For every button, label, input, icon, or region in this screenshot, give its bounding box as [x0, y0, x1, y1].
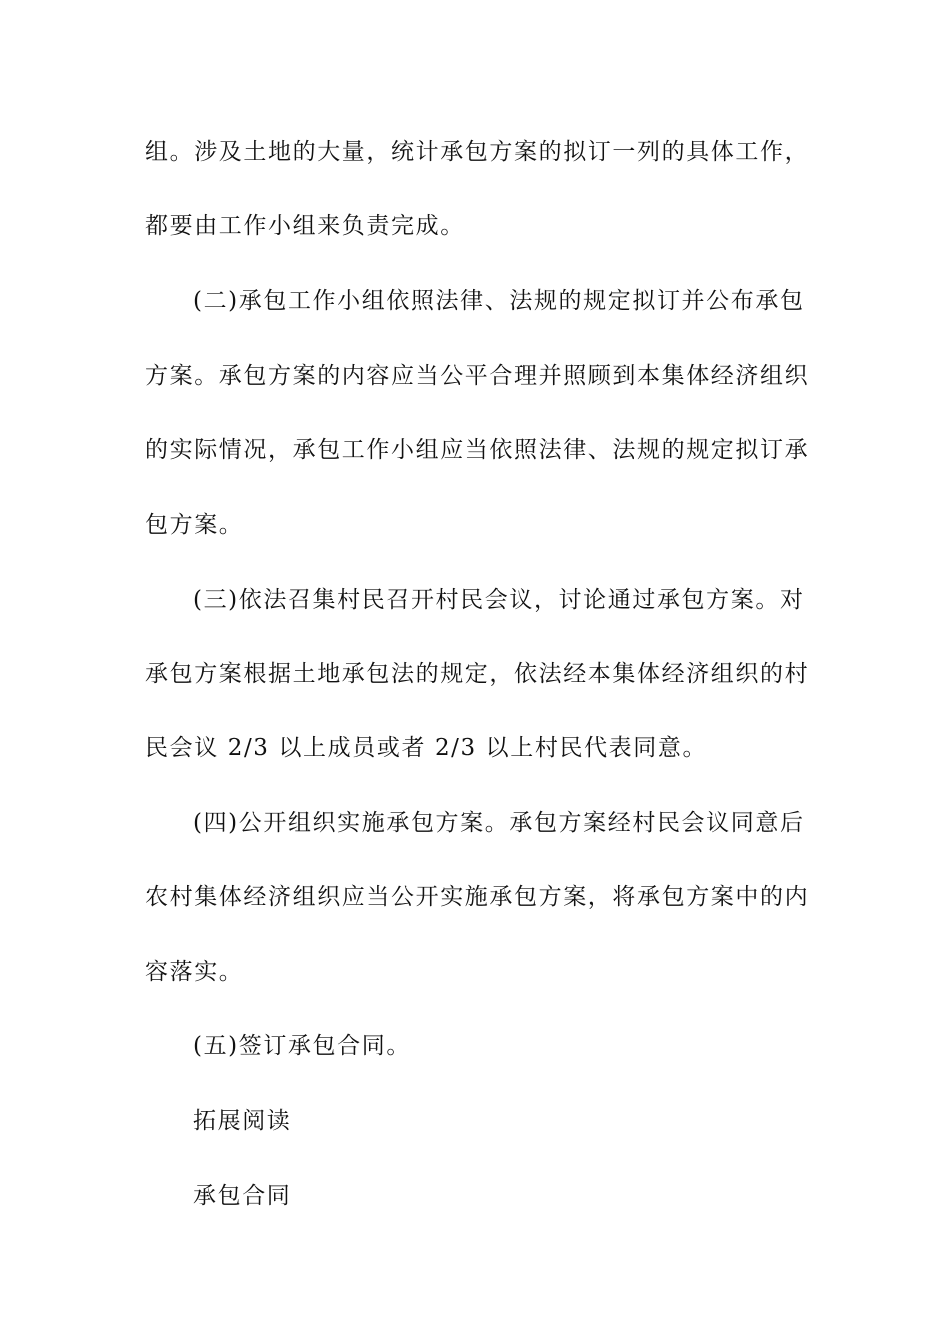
paragraph-4-line-2: 农村集体经济组织应当公开实施承包方案，将承包方案中的内 [145, 884, 810, 910]
paragraph-3-line-1: (三)依法召集村民召开村民会议，讨论通过承包方案。对 [193, 587, 805, 613]
paragraph-3-line-3: 民会议 2/3 以上成员或者 2/3 以上村民代表同意。 [145, 735, 708, 761]
paragraph-1-line-2: 都要由工作小组来负责完成。 [145, 213, 465, 239]
paragraph-2-line-2: 方案。承包方案的内容应当公平合理并照顾到本集体经济组织 [145, 363, 810, 389]
paragraph-2-line-3: 的实际情况，承包工作小组应当依照法律、法规的规定拟订承 [145, 437, 810, 463]
paragraph-4-line-1: (四)公开组织实施承包方案。承包方案经村民会议同意后 [193, 810, 805, 836]
paragraph-2-line-1: (二)承包工作小组依照法律、法规的规定拟订并公布承包 [193, 288, 805, 314]
contract-heading: 承包合同 [193, 1183, 292, 1209]
paragraph-1-line-1: 组。涉及土地的大量，统计承包方案的拟订一列的具体工作， [145, 139, 810, 165]
paragraph-4-line-3: 容落实。 [145, 959, 244, 985]
paragraph-5-line-1: (五)签订承包合同。 [193, 1033, 411, 1059]
extended-reading-heading: 拓展阅读 [193, 1108, 292, 1134]
paragraph-3-line-2: 承包方案根据土地承包法的规定，依法经本集体经济组织的村 [145, 661, 810, 687]
paragraph-2-line-4: 包方案。 [145, 512, 244, 538]
